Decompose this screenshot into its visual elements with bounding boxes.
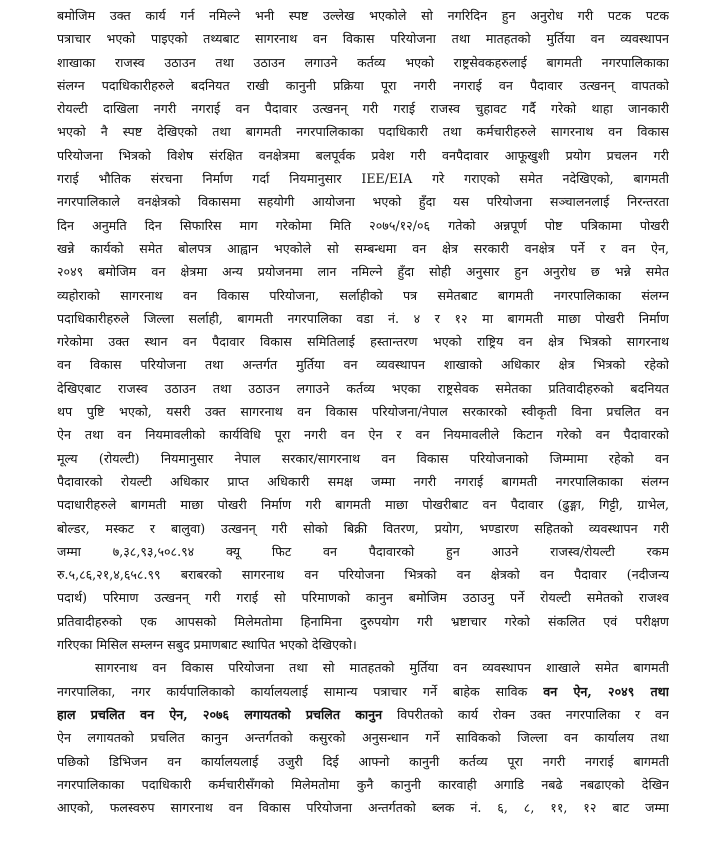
text-line: जम्मा ७,३८,९३,५०८.९४ क्यू फिट वन पैदावारको हुन आउने राजस्व/रोयल्टी रकम <box>57 543 669 559</box>
text-line: संलग्न पदाधिकारीहरुले बदनियत राखी कानुनी प्रक्रिया पूरा नगरी नगराई वन पैदावार उत्खनन् वापतको <box>57 77 669 93</box>
text-line: खन्ने कार्यको समेत बोलपत्र आह्वान भएकोले सो सम्बन्धमा वन क्षेत्र सरकारी वनक्षेत्र पर्ने र वन ऐन, <box>57 240 669 256</box>
text-line: पदार्थ) परिमाण उत्खनन् गरी गराई सो परिमाणको कानुन बमोजिम उठाउनु पर्ने रोयल्टी समेतको राजश्व <box>57 590 669 606</box>
text-line: भएको नै स्पष्ट देखिएको तथा बागमती नगरपालिकाका पदाधिकारी तथा कर्मचारीहरुले सागरनाथ वन विकास <box>57 124 669 140</box>
text-line: आएको, फलस्वरुप सागरनाथ वन विकास परियोजना अन्तर्गतको ब्लक नं. ६, ८, ११, १२ बाट जम्मा <box>57 800 669 816</box>
paragraph-2 <box>57 656 669 819</box>
text-line: रोयल्टी दाखिला नगरी नगराई वन पैदावार उत्खनन् गरी गराई राजस्व चुहावट गर्दै गरेको थाहा जानकारी <box>57 101 669 117</box>
paragraph-1 <box>57 4 669 656</box>
text-line: दिन अनुमति दिन सिफारिस माग गरेकोमा मिति २०७५/१२/०६ गतेको अन्नपूर्ण पोष्ट पत्रिकामा पोखरी <box>57 217 669 233</box>
text-line: सागरनाथ वन विकास परियोजना तथा सो मातहतको मुर्तिया वन व्यवस्थापन शाखाले समेत बागमती <box>95 660 669 676</box>
text-line: गराई भौतिक संरचना निर्माण गर्दा नियमानुसार IEE/EIA गरे गराएको समेत नदेखिएको, बागमती <box>57 171 669 187</box>
text-line: ऐन लगायतको प्रचलित कानुन अन्तर्गतको कसुरको अनुसन्धान गर्ने साविकको जिल्ला वन कार्यालय तथा <box>57 730 669 746</box>
text-line: पैदावारको रोयल्टी अधिकार प्राप्त अधिकारी समक्ष जम्मा नगरी नगराई बागमती नगरपालिकाका संलग्न <box>57 473 669 489</box>
text-line: प्रतिवादीहरुको एक आपसको मिलेमतोमा हिनामिना दुरुपयोग गरी भ्रष्टाचार गरेको संकलित एवं परीक्षण <box>57 613 669 629</box>
text-line: नगरपालिकाका पदाधिकारी कर्मचारीसँगको मिलेमतोमा कुनै कानुनी कारवाही अगाडि नबढे नबढाएको देखिन <box>57 776 669 792</box>
text-line: गरेकोमा उक्त स्थान वन पैदावार विकास समितिलाई हस्तान्तरण भएको राष्ट्रिय वन क्षेत्र भित्रको सागरनाथ <box>57 334 669 350</box>
text-line: परियोजना भित्रको विशेष संरक्षित वनक्षेत्रमा बलपूर्वक प्रवेश गरी वनपैदावार आफूखुशी प्रयोग प्रचलन गरी <box>57 147 669 163</box>
text-line: शाखाका राजस्व उठाउन तथा उठाउन लगाउने कर्तव्य भएको राष्ट्रसेवकहरुलाई बागमती नगरपालिकाका <box>57 54 669 70</box>
text-line: नगरपालिकाले वनक्षेत्रको विकासमा सहयोगी आयोजना भएको हुँदा यस परियोजना सञ्चालनलाई निरन्तरता <box>57 194 669 210</box>
text-line <box>57 703 669 726</box>
bold-law-reference: वन ऐन, २०४९ तथा <box>543 683 669 699</box>
text-line: ऐन तथा वन नियमावलीको कार्यविधि पूरा नगरी वन ऐन र वन नियमावलीले किटान गरेको वन पैदावारको <box>57 427 669 443</box>
text-line: मूल्य (रोयल्टी) नियमानुसार नेपाल सरकार/सागरनाथ वन विकास परियोजनाको जिम्मामा रहेको वन <box>57 450 669 466</box>
text-line: बमोजिम उक्त कार्य गर्न नमिल्ने भनी स्पष्ट उल्लेख भएकोले सो नगरिदिन हुन अनुरोध गरी पटक पटक <box>57 8 669 23</box>
text-segment: विपरीतको कार्य रोक्न उक्त नगरपालिका र वन <box>397 706 669 722</box>
text-line: पदाधिकारीहरुले जिल्ला सर्लाही, बागमती नगरपालिका वडा नं. ४ र १२ मा बागमती माछा पोखरी निर्माण <box>57 310 669 326</box>
text-line: पछिको डिभिजन वन कार्यालयलाई उजुरी दिई आफ्नो कानुनी कर्तव्य पूरा नगरी नगराई बागमती <box>57 753 669 769</box>
text-line: वन विकास परियोजना तथा अन्तर्गत मुर्तिया वन व्यवस्थापन शाखाको अधिकार क्षेत्र भित्रको रहेको <box>57 357 669 373</box>
text-line: पत्राचार भएको पाइएको तथ्यबाट सागरनाथ वन विकास परियोजना तथा मातहतको मुर्तिया वन व्यवस्थापन <box>57 31 669 47</box>
text-line: गरिएका मिसिल सम्लग्न सबुद प्रमाणबाट स्थापित भएको देखिएको। <box>57 637 357 653</box>
text-line: देखिएबाट राजस्व उठाउन तथा उठाउन लगाउने कर्तव्य भएका राष्ट्रसेवक समेतका प्रतिवादीहरुको बदनियत <box>57 380 669 396</box>
text-line: पदाधारीहरुले बागमती माछा पोखरी निर्माण गरी बागमती माछा पोखरीबाट वन पैदावार (ढुङ्गा, गिट्टी, ग्राभेल, <box>57 497 669 513</box>
text-line: बोल्डर, मस्कट र बालुवा) उत्खनन् गरी सोको बिक्री वितरण, प्रयोग, भण्डारण सहितको व्यवस्थापन गरी <box>57 520 669 536</box>
text-line: रु.५,८६,२१,४,६५८.९९ बराबरको सागरनाथ वन परियोजना भित्रको वन क्षेत्रको वन पैदावार (नदीजन्य <box>57 567 669 583</box>
text-line: थप पुष्टि भएको, यसरी उक्त सागरनाथ वन विकास परियोजना/नेपाल सरकारको स्वीकृती विना प्रचलित वन <box>57 404 669 420</box>
text-segment: नगरपालिका, नगर कार्यपालिकाको कार्यालयलाई सामान्य पत्राचार गर्ने बाहेक साविक <box>57 683 528 699</box>
text-line: व्यहोराको सागरनाथ वन विकास परियोजना, सर्लाहीको पत्र समेतबाट बागमती नगरपालिकाका संलग्न <box>57 287 669 303</box>
text-line <box>57 680 669 703</box>
text-line: २०४९ बमोजिम वन क्षेत्रमा अन्य प्रयोजनमा लान नमिल्ने हुँदा सोही अनुसार हुन अनुरोध छ भन्ने समेत <box>57 264 669 280</box>
bold-law-reference: हाल प्रचलित वन ऐन, २०७६ लगायतको प्रचलित कानुन <box>57 706 383 722</box>
